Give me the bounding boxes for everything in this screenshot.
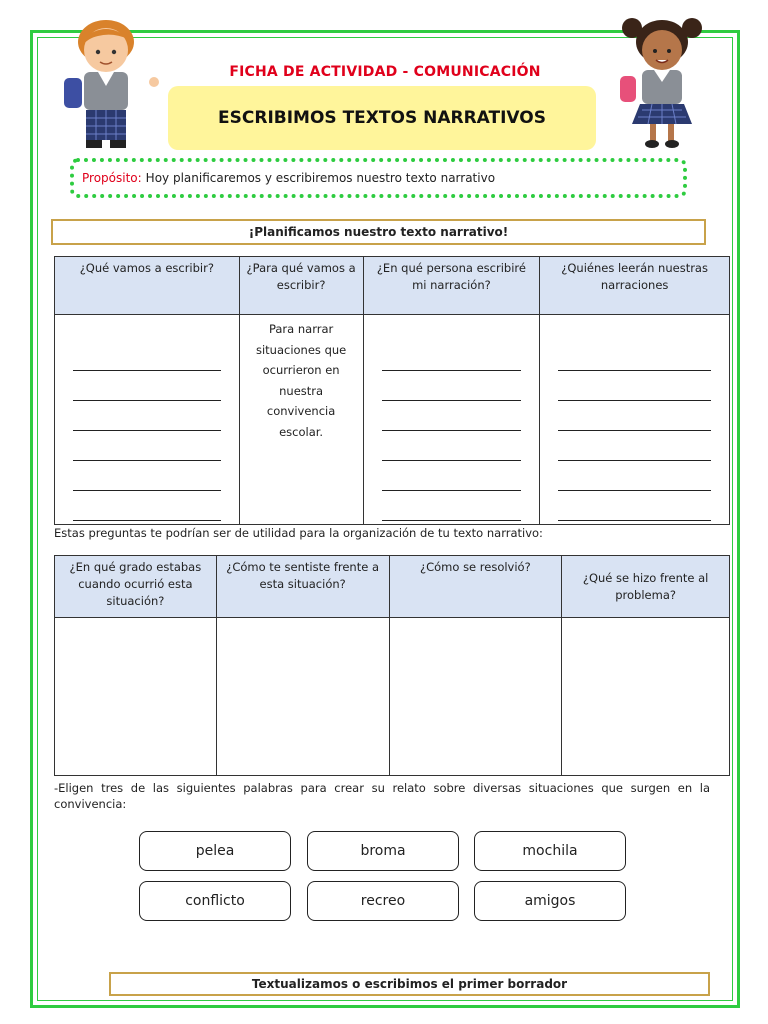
page-title: ESCRIBIMOS TEXTOS NARRATIVOS — [218, 108, 546, 128]
helper-questions-text: Estas preguntas te podrían ser de utilidad para la organización de tu texto narrativo: — [54, 526, 543, 540]
header-which-grade: ¿En qué grado estabas cuando ocurrió esta situación? — [55, 556, 217, 618]
organization-table-header-row — [55, 556, 730, 618]
word-box-recreo[interactable]: recreo — [307, 881, 459, 921]
word-box-amigos[interactable]: amigos — [474, 881, 626, 921]
word-box-conflicto[interactable]: conflicto — [139, 881, 291, 921]
answer-how-felt[interactable] — [216, 618, 389, 776]
answer-how-resolved[interactable] — [389, 618, 562, 776]
header-why-write: ¿Para qué vamos a escribir? — [239, 257, 363, 315]
header-who-reads: ¿Quiénes leerán nuestras narraciones — [540, 257, 730, 315]
planning-table-header-row — [55, 257, 730, 315]
planning-table — [54, 256, 730, 525]
purpose-text: Hoy planificaremos y escribiremos nuestro texto narrativo — [145, 171, 496, 185]
answer-why-write: Para narrar situaciones que ocurrieron en nuestra convivencia escolar. — [239, 315, 363, 525]
boy-student-illustration — [54, 10, 166, 150]
planning-banner: ¡Planificamos nuestro texto narrativo! — [51, 219, 706, 245]
title-box — [168, 86, 596, 150]
header-what-write: ¿Qué vamos a escribir? — [55, 257, 240, 315]
word-box-broma[interactable]: broma — [307, 831, 459, 871]
first-draft-banner: Textualizamos o escribimos el primer borrador — [109, 972, 710, 996]
instruction-line-1: -Eligen tres de las siguientes palabras para crear su relato sobre diversas situaciones que surgen en la — [54, 781, 710, 795]
purpose-box — [70, 158, 687, 198]
purpose-label: Propósito: — [82, 171, 142, 185]
organization-table — [54, 555, 730, 776]
instruction-line-2: convivencia: — [54, 797, 127, 811]
header-how-resolved: ¿Cómo se resolvió? — [389, 556, 562, 618]
word-box-pelea[interactable]: pelea — [139, 831, 291, 871]
answer-who-reads[interactable] — [540, 315, 730, 525]
answer-what-done[interactable] — [562, 618, 730, 776]
header-which-person: ¿En qué persona escribiré mi narración? — [363, 257, 540, 315]
worksheet-subtitle: FICHA DE ACTIVIDAD - COMUNICACIÓN — [229, 64, 541, 80]
answer-what-write[interactable] — [55, 315, 240, 525]
header-how-felt: ¿Cómo te sentiste frente a esta situación? — [216, 556, 389, 618]
planning-table-answer-row — [55, 315, 730, 525]
word-box-mochila[interactable]: mochila — [474, 831, 626, 871]
organization-table-answer-row — [55, 618, 730, 776]
header-what-done: ¿Qué se hizo frente al problema? — [562, 556, 730, 618]
answer-which-person[interactable] — [363, 315, 540, 525]
girl-student-illustration — [612, 10, 712, 150]
answer-which-grade[interactable] — [55, 618, 217, 776]
